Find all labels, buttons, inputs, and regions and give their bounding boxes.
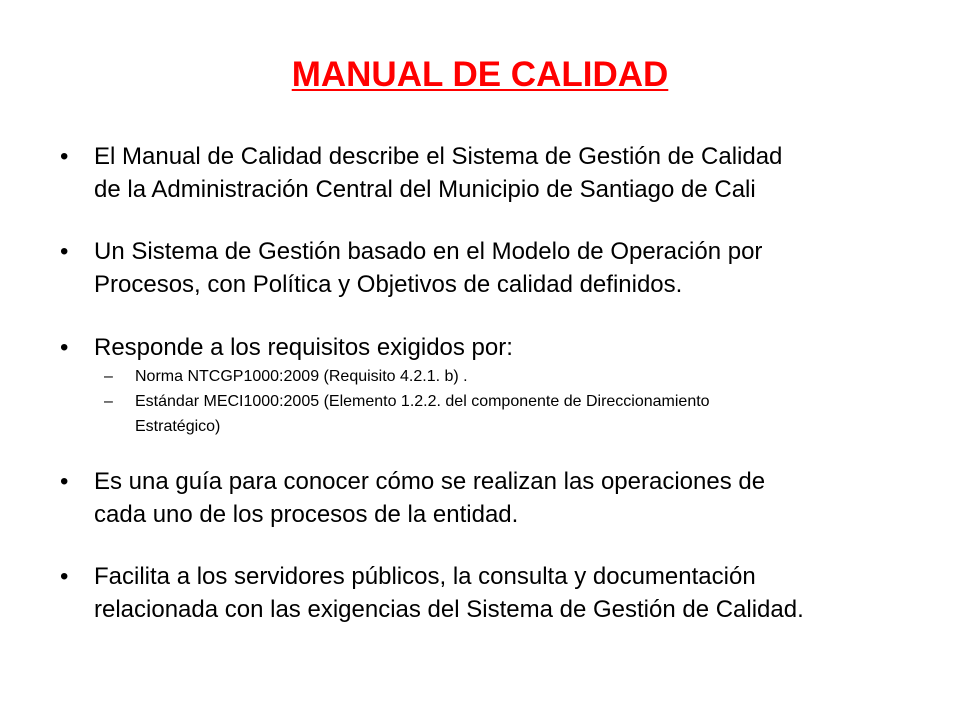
bullet-line: Un Sistema de Gestión basado en el Modelo de Operación por: [94, 238, 763, 265]
bullet-line: de la Administración Central del Municipio de Santiago de Cali: [94, 176, 756, 203]
bullet-line: cada uno de los procesos de la entidad.: [94, 501, 519, 528]
sub-item-marker: –: [104, 368, 113, 385]
bullet-text: [94, 140, 924, 206]
sub-item-line: Estándar MECI1000:2005 (Elemento 1.2.2. del componente de Direccionamiento: [135, 393, 710, 410]
bullet-marker: •: [60, 143, 69, 170]
bullet-line: Facilita a los servidores públicos, la consulta y documentación: [94, 563, 756, 590]
bullet-marker: •: [60, 468, 69, 495]
sub-item-marker: –: [104, 393, 113, 410]
bullet-text: [94, 331, 924, 364]
bullet-marker: •: [60, 238, 69, 265]
slide-title: MANUAL DE CALIDAD: [291, 55, 669, 94]
bullet-marker: •: [60, 334, 69, 361]
bullet-text: [94, 560, 924, 626]
bullet-line: Procesos, con Política y Objetivos de calidad definidos.: [94, 271, 683, 298]
sub-item-text: [135, 364, 925, 389]
bullet-line: Es una guía para conocer cómo se realizan las operaciones de: [94, 468, 766, 495]
sub-item-line: Estratégico): [135, 418, 221, 435]
sub-item-line: Norma NTCGP1000:2009 (Requisito 4.2.1. b) .: [135, 368, 468, 385]
bullet-line: El Manual de Calidad describe el Sistema de Gestión de Calidad: [94, 143, 783, 170]
bullet-text: [94, 235, 924, 301]
bullet-line: Responde a los requisitos exigidos por:: [94, 334, 513, 361]
bullet-text: [94, 465, 924, 531]
bullet-line: relacionada con las exigencias del Sistema de Gestión de Calidad.: [94, 596, 804, 623]
bullet-marker: •: [60, 563, 69, 590]
sub-item-text: [135, 389, 925, 439]
